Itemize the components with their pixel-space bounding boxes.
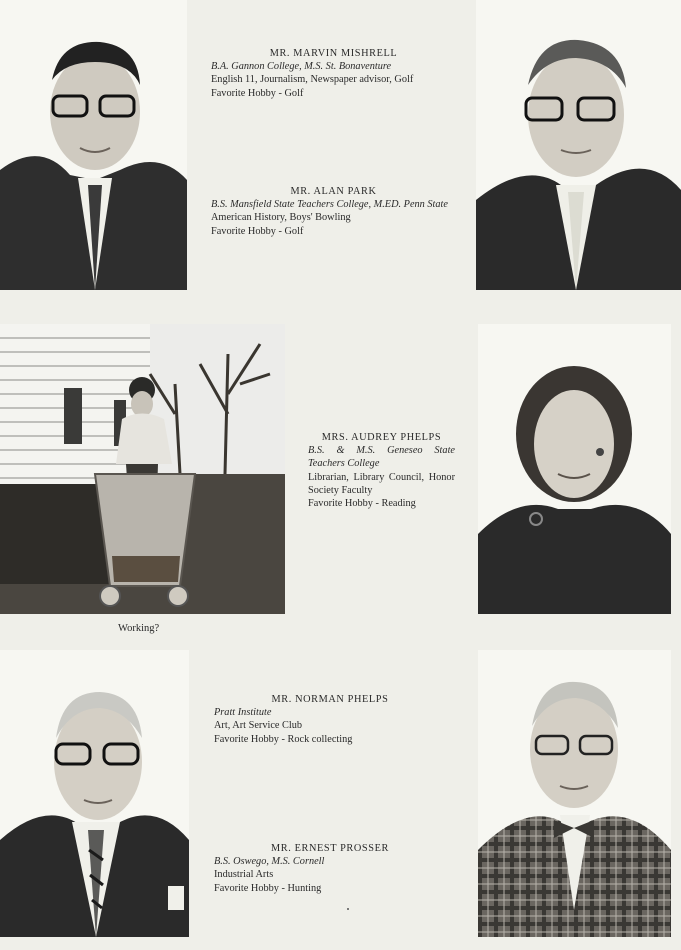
- bio-block: [308, 431, 455, 510]
- bio-block: [214, 693, 446, 746]
- faculty-name: MR. ALAN PARK: [290, 186, 377, 197]
- faculty-name: MR. NORMAN PHELPS: [271, 694, 389, 705]
- faculty-subjects: Art, Art Service Club: [214, 720, 303, 732]
- bio-block: [211, 47, 456, 100]
- faculty-subjects: American History, Boys' Bowling: [211, 212, 351, 224]
- portrait-marvin-mishrell: [0, 0, 187, 290]
- faculty-degrees: B.S. Mansfield State Teachers College, M.ED. Penn State: [211, 199, 448, 211]
- portrait-norman-phelps: [0, 650, 189, 937]
- faculty-name: MRS. AUDREY PHELPS: [321, 432, 442, 443]
- print-speck: [347, 908, 349, 910]
- faculty-degrees: B.S. & M.S. Geneseo State Teachers College: [308, 445, 455, 470]
- faculty-subjects: Librarian, Library Council, Honor Society Faculty: [308, 471, 455, 496]
- faculty-subjects: English 11, Journalism, Newspaper advisor, Golf: [211, 74, 414, 86]
- faculty-hobby: Favorite Hobby - Rock collecting: [214, 733, 353, 745]
- portrait-ernest-prosser: [478, 650, 671, 937]
- faculty-subjects: Industrial Arts: [214, 869, 274, 881]
- faculty-degrees: Pratt Institute: [214, 707, 272, 719]
- photo-outdoor-working: [0, 324, 285, 614]
- faculty-degrees: B.A. Gannon College, M.S. St. Bonaventure: [211, 61, 392, 73]
- faculty-degrees: B.S. Oswego, M.S. Cornell: [214, 856, 325, 868]
- faculty-hobby: Favorite Hobby - Hunting: [214, 882, 322, 894]
- portrait-audrey-phelps: [478, 324, 671, 614]
- faculty-hobby: Favorite Hobby - Golf: [211, 225, 304, 237]
- faculty-name: MR. ERNEST PROSSER: [271, 843, 389, 854]
- faculty-hobby: Favorite Hobby - Golf: [211, 87, 304, 99]
- faculty-hobby: Favorite Hobby - Reading: [308, 498, 416, 510]
- bio-block: [211, 185, 456, 238]
- bio-block: [214, 842, 446, 895]
- portrait-alan-park: [476, 0, 681, 290]
- photo-caption: Working?: [118, 623, 160, 634]
- faculty-name: MR. MARVIN MISHRELL: [269, 48, 398, 59]
